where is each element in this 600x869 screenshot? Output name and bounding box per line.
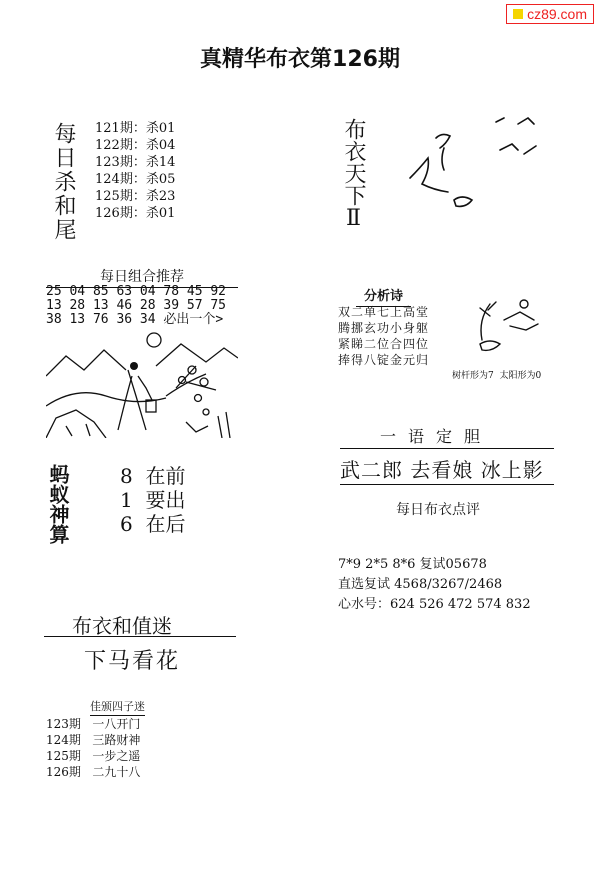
combo-picks [338, 555, 531, 615]
four-char-title: 佳颁四子迷 [90, 698, 145, 716]
watermark-text: cz89.com [527, 6, 587, 22]
logo-square-icon [513, 9, 523, 19]
poem-line: 腾挪玄功小身躯 [338, 321, 430, 335]
combo-row: 38 13 76 36 34 必出一个> [46, 312, 224, 327]
tree-sun-sketch-illustration [460, 290, 550, 360]
daily-tail-heading: 每日杀和尾 [51, 122, 76, 242]
divider [340, 448, 554, 449]
list-item: 123期：杀14 [95, 155, 176, 170]
riddle-title: 布衣和值迷 [72, 614, 172, 638]
list-item: 121期：杀01 [95, 121, 176, 136]
list-item: 124期：杀05 [95, 172, 176, 187]
bold-answer: 武二郎 去看娘 冰上影 [340, 458, 544, 482]
calc-row: 1 要出 [120, 488, 186, 512]
combo-line: 直选复试 4568/3267/2468 [338, 577, 503, 592]
page-title: 真精华布衣第126期 [200, 47, 400, 72]
poem-title: 分析诗 [356, 285, 411, 307]
daily-tail-list [95, 120, 175, 222]
list-item: 126期 二九十八 [46, 765, 141, 779]
list-item: 123期 一八开门 [46, 717, 141, 731]
combo-title: 每日组合推荐 [46, 266, 238, 288]
poem-line: 捧得八锭金元归 [338, 353, 430, 367]
poem-body [338, 304, 429, 368]
list-item: 126期：杀01 [95, 206, 176, 221]
divider [44, 636, 236, 637]
combo-row: 25 04 85 63 04 78 45 92 [46, 284, 227, 299]
daily-comment-title: 每日布衣点评 [396, 502, 480, 518]
crane-sketch-illustration [400, 108, 560, 218]
buyi-heading: 布衣天下Ⅱ [341, 118, 366, 231]
sun-icon [147, 333, 161, 347]
calc-rows [120, 464, 185, 536]
woodcutter-illustration [46, 326, 238, 438]
combo-line: 7*9 2*5 8*6 复试05678 [338, 557, 487, 572]
list-item: 125期：杀23 [95, 189, 176, 204]
poem-line: 紧睇二位合四位 [338, 337, 430, 351]
poem-note: 树杆形为7 太阳形为0 [452, 371, 542, 381]
list-item: 122期：杀04 [95, 138, 176, 153]
bold-title: 一语定胆 [380, 427, 493, 446]
site-watermark [506, 4, 594, 24]
divider [340, 484, 554, 485]
combo-numbers [46, 285, 226, 327]
list-item: 125期 一步之遥 [46, 749, 141, 763]
combo-line: 心水号：624 526 472 574 832 [338, 597, 531, 612]
combo-row: 13 28 13 46 28 39 57 75 [46, 298, 227, 313]
calc-row: 8 在前 [120, 464, 186, 488]
riddle-answer: 下马看花 [84, 649, 181, 674]
calc-row: 6 在后 [120, 512, 186, 536]
calc-heading: 蚂蚁神算 [46, 464, 70, 544]
poem-line: 双二单七上高堂 [338, 305, 430, 319]
list-item: 124期 三路财神 [46, 733, 141, 747]
four-char-list [46, 716, 140, 780]
